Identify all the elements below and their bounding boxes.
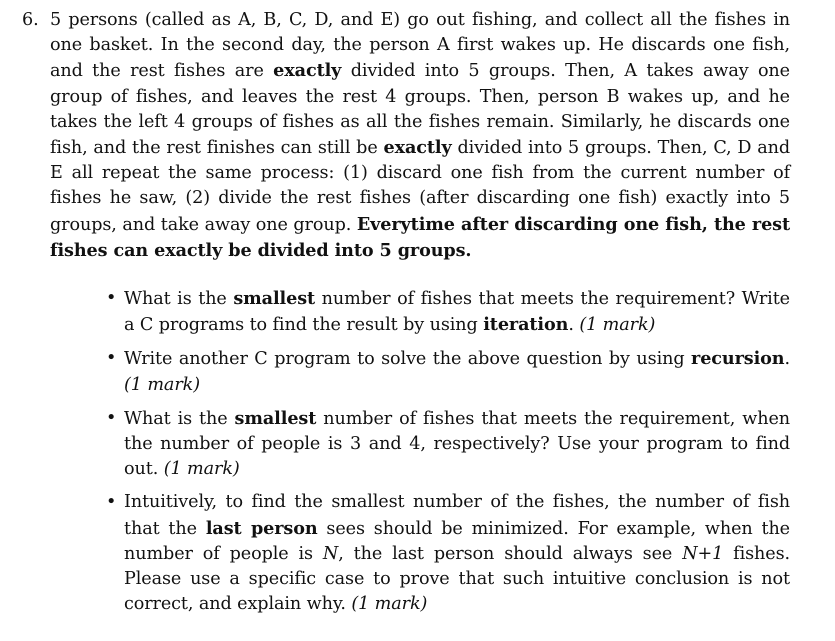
sub-question-2-bold-1: recursion bbox=[691, 348, 785, 370]
sub-question-3-mark: (1 mark) bbox=[163, 459, 240, 480]
sub-question-1-bold-1: smallest bbox=[233, 288, 316, 310]
intro-bold-exactly-1: exactly bbox=[273, 60, 342, 82]
sub-question-1-text-3: . bbox=[568, 315, 580, 336]
intro-bold-rule: Everytime after discarding one fish, the rest fishes can exactly be divided into 5 groups. bbox=[50, 213, 790, 261]
sub-question-4-italic-n-plus-1: N+1 bbox=[682, 543, 724, 564]
bullet-icon: • bbox=[106, 407, 117, 428]
bullet-icon: • bbox=[106, 288, 117, 309]
sub-question-1-bold-2: iteration bbox=[483, 314, 569, 336]
question-block bbox=[22, 8, 790, 625]
intro-text-2: divided into 5 groups. Then, A takes away one group of fishes, and leaves the rest 4 groups. Then, person B wakes up, and he takes the left 4 groups of fishes as all the fishes remain. Similarly, he discards one fish, and the rest finishes can still be bbox=[50, 61, 790, 159]
sub-question-1 bbox=[50, 286, 790, 338]
question-intro bbox=[50, 8, 790, 264]
question-number: 6. bbox=[22, 10, 39, 30]
sub-question-4-text-2: sees should be minimized. For example, when the number of people is bbox=[124, 518, 790, 564]
sub-question-1-mark: (1 mark) bbox=[579, 315, 656, 336]
sub-question-4-text-3: , the last person should always see bbox=[338, 543, 683, 564]
sub-question-3-text-2: number of fishes that meets the requirement, when the number of people is 3 and 4, respectively? Use your program to find out. bbox=[124, 408, 790, 480]
bullet-icon: • bbox=[106, 348, 117, 369]
sub-question-list bbox=[50, 286, 790, 617]
sub-question-2 bbox=[50, 346, 790, 397]
sub-question-3-bold-1: smallest bbox=[234, 407, 317, 429]
intro-text-3: divided into 5 groups. Then, C, D and E all repeat the same process: (1) discard one fish from the current number of fishes he saw, (2) divide the rest fishes (after discarding one fish) exactly into 5 groups, and take away one group. bbox=[50, 138, 790, 235]
sub-question-2-text-2: . bbox=[784, 349, 790, 370]
sub-question-2-text-1: Write another C program to solve the above question by using bbox=[124, 349, 692, 370]
sub-question-4 bbox=[50, 490, 790, 617]
sub-question-3 bbox=[50, 406, 790, 483]
bullet-icon: • bbox=[106, 492, 117, 513]
sub-question-4-mark: (1 mark) bbox=[351, 594, 428, 615]
sub-question-4-bold-1: last person bbox=[205, 517, 318, 539]
intro-bold-exactly-2: exactly bbox=[383, 137, 452, 159]
sub-question-1-text-1: What is the bbox=[124, 289, 234, 310]
sub-question-3-text-1: What is the bbox=[124, 408, 235, 429]
sub-question-4-italic-n: N bbox=[322, 543, 339, 564]
sub-question-2-mark: (1 mark) bbox=[124, 374, 200, 395]
sub-question-1-text-2: number of fishes that meets the requirement? Write a C programs to find the result by using bbox=[124, 289, 790, 336]
sub-question-4-text-1: Intuitively, to find the smallest number of the fishes, the number of fish that the bbox=[124, 492, 790, 539]
sub-question-4-text-4: fishes. Please use a specific case to prove that such intuitive conclusion is not correct, and explain why. bbox=[124, 543, 790, 615]
intro-text-1: 5 persons (called as A, B, C, D, and E) go out fishing, and collect all the fishes in one basket. In the second day, the person A first wakes up. He discards one fish, and the rest fishes are bbox=[50, 10, 790, 82]
question-text bbox=[50, 8, 790, 617]
